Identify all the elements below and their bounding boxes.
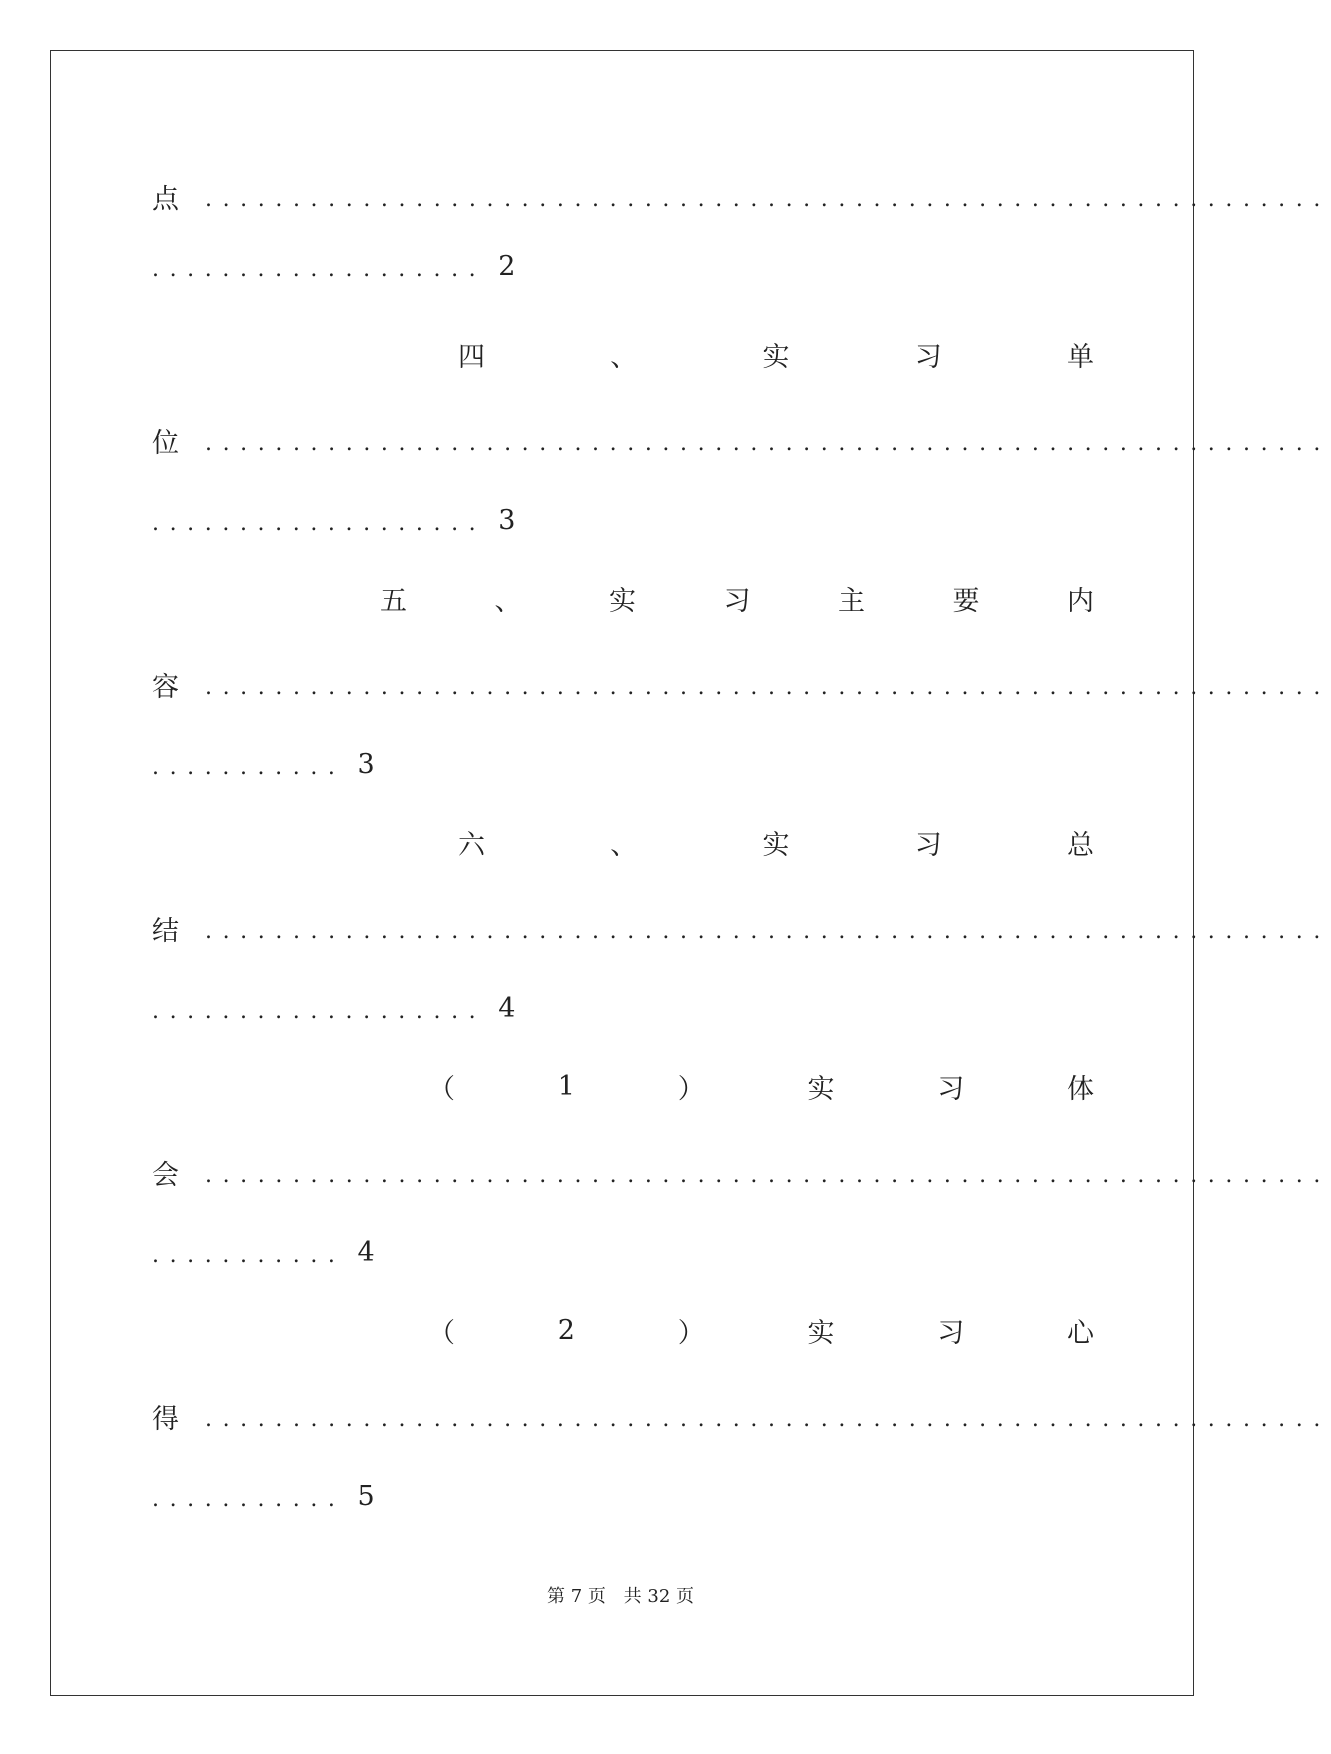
dot-leader: ........... — [152, 1486, 346, 1512]
toc-page-number: 4 — [357, 1236, 375, 1268]
heading-char: （ — [428, 1073, 455, 1105]
toc-entry-tail — [152, 500, 515, 540]
toc-entry-label: 得 — [152, 1403, 179, 1435]
heading-char: （ — [428, 1317, 455, 1349]
toc-heading-section-4 — [458, 334, 1094, 374]
toc-entry-label: 位 — [152, 427, 179, 459]
dot-leader: ................... — [152, 510, 487, 536]
heading-char: 习 — [937, 1317, 965, 1349]
heading-char: 、 — [610, 829, 638, 861]
toc-entry-label: 结 — [152, 915, 179, 947]
toc-page-number: 2 — [498, 250, 516, 282]
heading-char: 体 — [1066, 1073, 1094, 1105]
toc-entry-label: 会 — [152, 1159, 179, 1191]
toc-heading-section-6 — [458, 822, 1094, 862]
heading-char: 2 — [557, 1314, 575, 1346]
heading-char: 习 — [937, 1073, 965, 1105]
dot-leader: ................................................................ — [205, 1406, 1331, 1432]
heading-char: 1 — [557, 1070, 575, 1102]
dot-leader: ................................................................ — [205, 1162, 1331, 1188]
toc-entry-label: 点 — [152, 183, 179, 215]
page-footer — [0, 1582, 1241, 1608]
heading-char: 五 — [380, 585, 407, 617]
toc-page-number: 3 — [357, 748, 375, 780]
dot-leader: ................................................................ — [205, 186, 1331, 212]
toc-entry-tail — [152, 988, 515, 1028]
heading-char: 、 — [494, 585, 522, 617]
toc-entry-tail — [152, 1476, 375, 1516]
toc-heading-subsection-1 — [428, 1066, 1094, 1106]
heading-char: ） — [677, 1073, 705, 1105]
heading-char: 实 — [807, 1073, 835, 1105]
heading-char: 、 — [610, 341, 638, 373]
dot-leader: ........... — [152, 1242, 346, 1268]
heading-char: 习 — [723, 585, 751, 617]
dot-leader: ................................................................ — [205, 430, 1331, 456]
heading-char: 心 — [1066, 1317, 1094, 1349]
heading-char: 六 — [458, 829, 485, 861]
heading-char: 习 — [914, 341, 942, 373]
heading-char: 习 — [914, 829, 942, 861]
heading-char: ） — [677, 1317, 705, 1349]
toc-entry-row — [152, 1396, 1331, 1436]
toc-entry-tail — [152, 246, 515, 286]
dot-leader: ................... — [152, 256, 487, 282]
heading-char: 总 — [1067, 829, 1094, 861]
toc-entry-row — [152, 908, 1331, 948]
toc-entry-row — [152, 664, 1331, 704]
dot-leader: ........... — [152, 754, 346, 780]
dot-leader: ................................................................ — [205, 674, 1331, 700]
toc-heading-section-5 — [380, 578, 1094, 618]
toc-entry-row — [152, 1152, 1331, 1192]
toc-entry-row — [152, 420, 1331, 460]
toc-entry-label: 容 — [152, 671, 179, 703]
dot-leader: ................................................................ — [205, 918, 1331, 944]
toc-page-number: 4 — [498, 992, 516, 1024]
heading-char: 四 — [458, 341, 485, 373]
page-border — [50, 50, 1194, 1696]
toc-heading-subsection-2 — [428, 1310, 1094, 1350]
heading-char: 实 — [807, 1317, 835, 1349]
current-page-label: 第 7 页 — [547, 1586, 606, 1607]
heading-char: 单 — [1067, 341, 1094, 373]
toc-entry-tail — [152, 1232, 375, 1272]
toc-page-number: 3 — [498, 504, 516, 536]
toc-entry-tail — [152, 744, 375, 784]
heading-char: 实 — [762, 829, 790, 861]
heading-char: 实 — [609, 585, 636, 617]
heading-char: 要 — [952, 585, 980, 617]
toc-page-number: 5 — [357, 1480, 375, 1512]
toc-entry-row — [152, 176, 1331, 216]
dot-leader: ................... — [152, 998, 487, 1024]
total-pages-label: 共 32 页 — [623, 1586, 694, 1607]
heading-char: 内 — [1067, 585, 1094, 617]
heading-char: 主 — [838, 585, 865, 617]
heading-char: 实 — [762, 341, 790, 373]
